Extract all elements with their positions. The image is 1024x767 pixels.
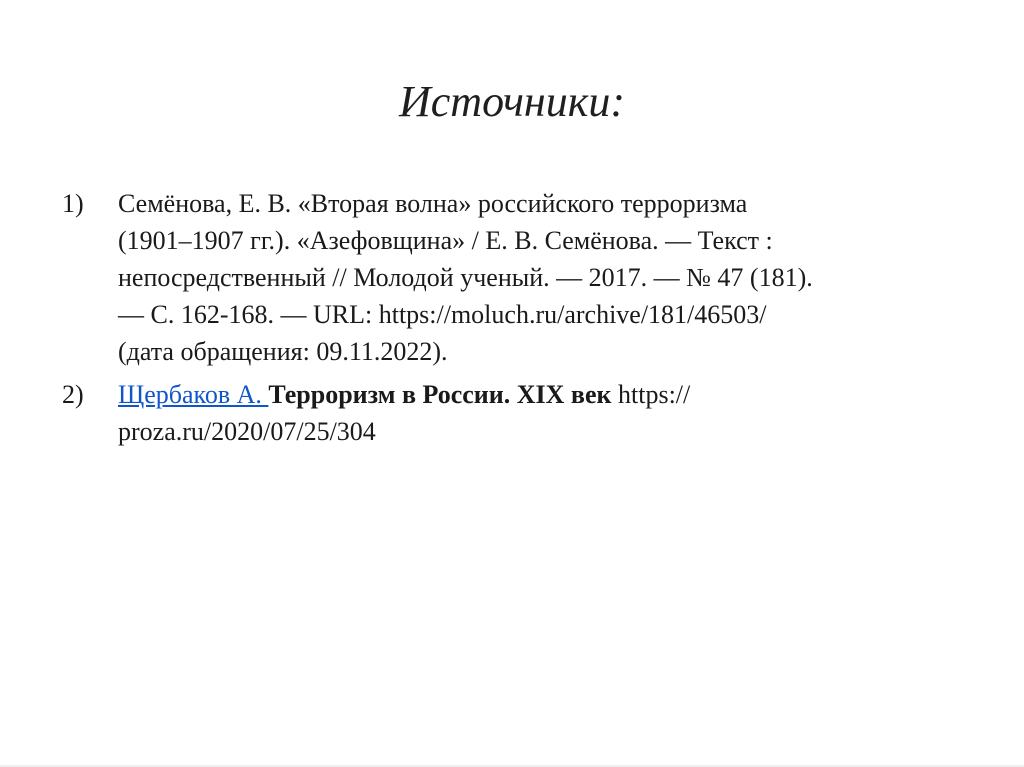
source-item-2 <box>62 376 962 450</box>
source-line: (1901–1907 гг.). «Азефовщина» / Е. В. Семёнова. — Текст : <box>118 226 773 255</box>
author-link[interactable]: Щербаков А. <box>118 380 269 409</box>
slide-title: Источники: <box>399 77 625 126</box>
source-line: (дата обращения: 09.11.2022). <box>118 337 448 366</box>
source-title: Терроризм в России. XIX век <box>268 380 612 409</box>
source-line: непосредственный // Молодой ученый. — 2017. — № 47 (181). <box>118 263 813 292</box>
source-line: — С. 162-168. — URL: https://moluch.ru/archive/181/46503/ <box>118 300 767 329</box>
source-number: 2) <box>62 380 84 409</box>
source-number: 1) <box>62 189 84 218</box>
source-line: proza.ru/2020/07/25/304 <box>118 417 376 446</box>
source-item-1 <box>62 185 962 370</box>
source-line <box>118 376 962 413</box>
source-url-part: https:// <box>611 380 691 409</box>
source-line: Семёнова, Е. В. «Вторая волна» российского терроризма <box>118 189 748 218</box>
sources-list <box>62 185 962 456</box>
